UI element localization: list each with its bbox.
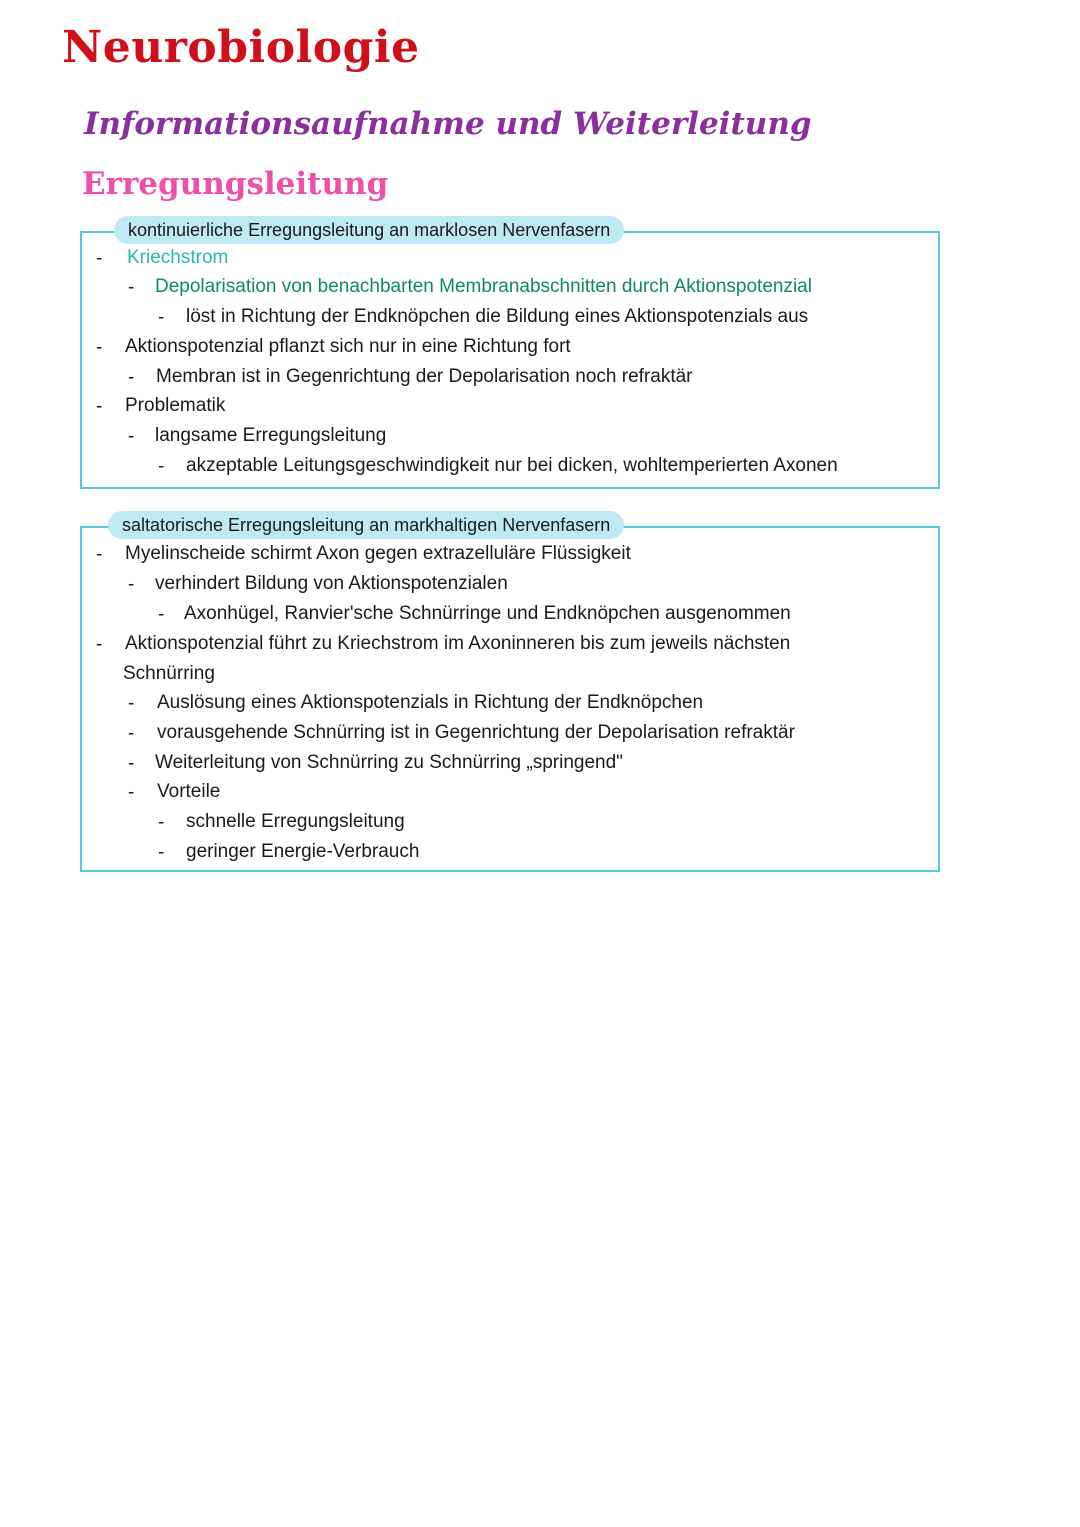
page-title: Neurobiologie xyxy=(62,22,420,73)
note-line: Schnürring xyxy=(123,663,215,684)
note-line: Vorteile xyxy=(157,781,221,802)
bullet: - xyxy=(128,693,135,714)
bullet: - xyxy=(158,842,165,863)
note-line: langsame Erregungsleitung xyxy=(155,425,387,446)
continuous-conduction-label: kontinuierliche Erregungsleitung an marklosen Nervenfasern xyxy=(114,216,624,244)
note-line: Membran ist in Gegenrichtung der Depolarisation noch refraktär xyxy=(156,366,693,387)
bullet: - xyxy=(96,248,103,269)
note-line: Weiterleitung von Schnürring zu Schnürring „springend" xyxy=(155,752,623,773)
bullet: - xyxy=(158,812,165,833)
note-line: Axonhügel, Ranvier'sche Schnürringe und Endknöpchen ausgenommen xyxy=(184,603,791,624)
note-line: vorausgehende Schnürring ist in Gegenrichtung der Depolarisation refraktär xyxy=(157,722,795,743)
bullet: - xyxy=(158,456,165,477)
note-line: Kriechstrom xyxy=(127,247,229,268)
note-line: schnelle Erregungsleitung xyxy=(186,811,405,832)
note-line: akzeptable Leitungsgeschwindigkeit nur bei dicken, wohltemperierten Axonen xyxy=(186,455,838,476)
note-line: Depolarisation von benachbarten Membranabschnitten durch Aktionspotenzial xyxy=(155,276,812,297)
bullet: - xyxy=(128,753,135,774)
saltatory-conduction-label: saltatorische Erregungsleitung an markhaltigen Nervenfasern xyxy=(108,511,624,539)
bullet: - xyxy=(128,426,135,447)
bullet: - xyxy=(128,367,135,388)
note-line: Aktionspotenzial führt zu Kriechstrom im Axoninneren bis zum jeweils nächsten xyxy=(125,633,791,654)
note-line: Myelinscheide schirmt Axon gegen extrazelluläre Flüssigkeit xyxy=(125,543,631,564)
bullet: - xyxy=(128,782,135,803)
note-line: geringer Energie-Verbrauch xyxy=(186,841,420,862)
bullet: - xyxy=(128,723,135,744)
note-line: verhindert Bildung von Aktionspotenzialen xyxy=(155,573,508,594)
bullet: - xyxy=(158,604,165,625)
bullet: - xyxy=(96,544,103,565)
bullet: - xyxy=(96,396,103,417)
bullet: - xyxy=(158,307,165,328)
bullet: - xyxy=(128,277,135,298)
bullet: - xyxy=(96,634,103,655)
note-line: löst in Richtung der Endknöpchen die Bildung eines Aktionspotenzials aus xyxy=(186,306,809,327)
note-line: Auslösung eines Aktionspotenzials in Richtung der Endknöpchen xyxy=(157,692,704,713)
note-line: Aktionspotenzial pflanzt sich nur in eine Richtung fort xyxy=(125,336,571,357)
note-line: Problematik xyxy=(125,395,226,416)
page-subtitle: Informationsaufnahme und Weiterleitung xyxy=(84,106,812,142)
section-title: Erregungsleitung xyxy=(82,166,389,202)
bullet: - xyxy=(128,574,135,595)
bullet: - xyxy=(96,337,103,358)
